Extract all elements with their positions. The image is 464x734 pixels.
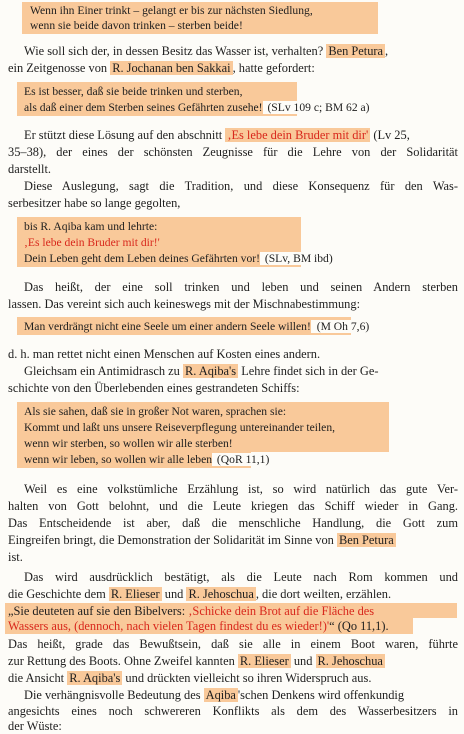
para4-line2: lassen. Das vereint sich auch keineswegs mit der Mischnabestimmung: [8, 297, 361, 311]
bible-quote-red: ‚Es lebe dein Bruder mit dir' [227, 128, 369, 142]
para8-line7: die Ansicht R. Aqiba's und drückten vielleicht so ihren Widerspruch aus. [8, 671, 372, 685]
name-ben-petura-2: Ben Petura [338, 533, 394, 547]
para3-line2: serbesitzer habe so lange gegolten, [8, 196, 181, 210]
quote2-ref: (SLv, BM ibd) [261, 252, 333, 265]
para8-line1: Das wird ausdrücklich bestätigt, als die Leute nach Rom kommen und [24, 570, 458, 584]
para2-line2: 35–38), der eines der schönsten Zeugnisse für die Lehre von der Solidarität [8, 145, 458, 159]
name-r-jochanan: R. Jochanan ben Sakkai [112, 61, 231, 75]
para9-line2: angesichts eines noch schwereren Konflikts als dem des Wasserbesitzers in [8, 704, 458, 718]
para1-line1: Wie soll sich der, in dessen Besitz das Wasser ist, verhalten? Ben Petura , [24, 44, 389, 58]
quote4-line4: wenn wir leben, so wollen wir alle leben (QoR 11,1) [24, 453, 270, 466]
name-r-aqiba: R. Aqiba's [184, 364, 237, 378]
name-r-jehoschua: R. Jehoschua [188, 587, 254, 601]
name-ben-petura: Ben Petura [328, 44, 384, 58]
quote2-line2: ‚Es lebe dein Bruder mit dir!' [24, 236, 160, 249]
para5-line1: d. h. man rettet nicht einen Menschen auf Kosten eines andern. [8, 347, 321, 361]
para7-line5: ist. [8, 550, 23, 564]
name-r-elieser: R. Elieser [110, 587, 160, 601]
para9-line1: Die verhängnisvolle Bedeutung des Aqiba 'schen Denkens wird offenkundig [24, 688, 405, 702]
para4-line1: Das heißt, der eine soll trinken und leben und seinen Andern sterben [24, 280, 458, 294]
para8-line2: die Geschichte dem R. Elieser und R. Jehoschua , die dort weilten, erzählen. [8, 587, 392, 601]
para7-line2: halten von Gott belohnt, und die Leute kriegen das Schiff wieder in Gang. [8, 499, 458, 513]
quote2-line3: Dein Leben geht dem Leben deines Gefährten vor! (SLv, BM ibd) [24, 252, 333, 265]
quote4-ref: (QoR 11,1) [214, 453, 270, 466]
para9-line3: der Wüste: [8, 719, 62, 733]
quote2-line1: bis R. Aqiba kam und lehrte: [24, 220, 158, 233]
para8-line3: „Sie deuteten auf sie den Bibelvers: ‚Schicke dein Brot auf die Fläche des [8, 604, 375, 618]
para8-line4: Wassers aus, (dennoch, nach vielen Tagen findest du es wieder!)'“ (Qo 11,1). [8, 619, 389, 633]
quote1-ref: (SLv 109 c; BM 62 a) [264, 101, 370, 114]
para2-line1: Er stützt diese Lösung auf den abschnitt ‚Es lebe dein Bruder mit dir' (Lv 25, [24, 128, 410, 142]
quote4-line3: wenn wir sterben, so wollen wir alle sterben! [24, 437, 233, 450]
para8-line5: Das heißt, grade das Bewußtsein, daß sie alle in einem Boot waren, führte [8, 637, 458, 651]
quote1-line1: Es ist besser, daß sie beide trinken und sterben, [24, 85, 243, 98]
bible-verse-red-2: Wassers aus, (dennoch, nach vielen Tagen findest du es wieder!)' [8, 619, 330, 633]
para8-line6: zur Rettung des Boots. Ohne Zweifel kannten R. Elieser und R. Jehoschua [8, 654, 383, 668]
para7-line3: Das Entscheidende ist aber, daß die menschliche Handlung, die Gott zum [8, 516, 458, 530]
name-aqiba: Aqiba [205, 688, 236, 702]
top-quote-line-2: wenn sie beide davon trinken – sterben beide! [30, 19, 243, 32]
para7-line1: Weil es eine volkstümliche Erzählung ist, so wird natürlich das gute Ver- [24, 482, 458, 496]
quote4-line1: Als sie sahen, daß sie in großer Not waren, sprachen sie: [24, 405, 287, 418]
name-r-elieser-2: R. Elieser [239, 654, 289, 668]
para1-line2: ein Zeitgenosse von R. Jochanan ben Sakkai , hatte gefordert: [8, 61, 315, 75]
name-r-aqiba-2: R. Aqiba's [69, 671, 121, 685]
para2-line3: darstellt. [8, 162, 52, 176]
name-r-jehoschua-2: R. Jehoschua [317, 654, 383, 668]
bible-verse-red-1: ‚Schicke dein Brot auf die Fläche des [188, 604, 375, 618]
quote3-line: Man verdrängt nicht eine Seele um einer andern Seele willen! (M Oh 7,6) [24, 320, 370, 333]
top-quote-line-1: Wenn ihn Einer trinkt – gelangt er bis zur nächsten Siedlung, [30, 4, 313, 17]
quote1-line2: als daß einer dem Sterben seines Gefährten zusehe! (SLv 109 c; BM 62 a) [24, 101, 370, 114]
para7-line4: Eingreifen bringt, die Demonstration der Solidarität im Sinne von Ben Petura [8, 533, 394, 547]
quote3-ref: (M Oh 7,6) [311, 320, 369, 333]
para6-line1: Gleichsam ein Antimidrasch zu R. Aqiba's Lehre findet sich in der Ge- [24, 364, 379, 378]
quote4-line2: Kommt und laßt uns unsere Reiseverpflegung untereinander teilen, [24, 421, 336, 434]
para6-line2: schichte von den Überlebenden eines gestrandeten Schiffs: [8, 381, 300, 395]
para3-line1: Diese Auslegung, sagt die Tradition, und diese Konsequenz für den Was- [24, 179, 458, 193]
